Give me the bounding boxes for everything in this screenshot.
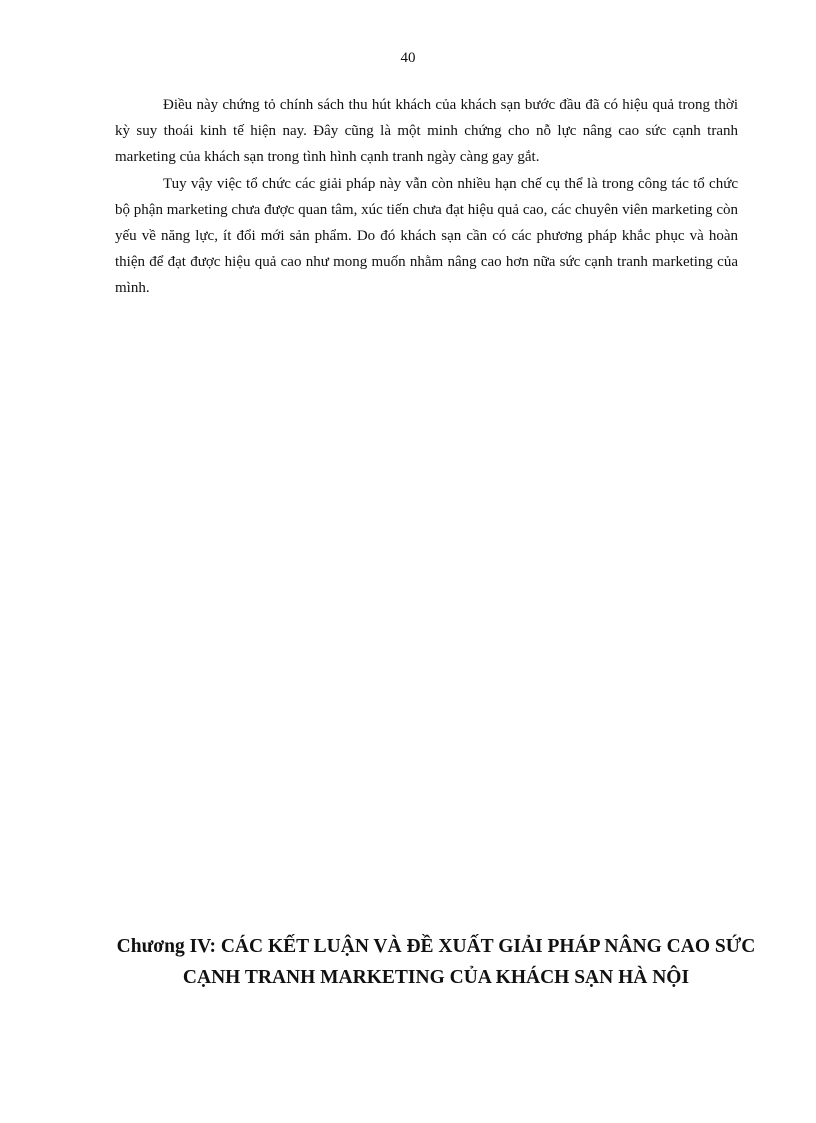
page-number: 40 xyxy=(400,50,416,66)
paragraph-1: Điều này chứng tỏ chính sách thu hút khách của khách sạn bước đầu đã có hiệu quả trong thời kỳ suy thoái kinh tế hiện nay. Đây cũng là một minh chứng cho nỗ lực nâng cao sức cạnh tranh marketing của khách sạn trong tình hình cạnh tranh ngày càng gay gắt. xyxy=(115,97,738,166)
paragraph-2: Tuy vậy việc tổ chức các giải pháp này vẫn còn nhiều hạn chế cụ thể là trong công tác tổ chức bộ phận marketing chưa được quan tâm, xúc tiến chưa đạt hiệu quả cao, các chuyên viên marketing còn yếu về năng lực, ít đổi mới sản phẩm. Do đó khách sạn cần có các phương pháp khắc phục và hoàn thiện để đạt được hiệu quả cao như mong muốn nhằm nâng cao hơn nữa sức cạnh tranh marketing của mình. xyxy=(115,175,738,297)
body-text xyxy=(115,92,738,302)
chapter-title: Chương IV: CÁC KẾT LUẬN VÀ ĐỀ XUẤT GIẢI PHÁP NÂNG CAO SỨC CẠNH TRANH MARKETING CỦA KHÁCH SẠN HÀ NỘI xyxy=(116,936,756,988)
